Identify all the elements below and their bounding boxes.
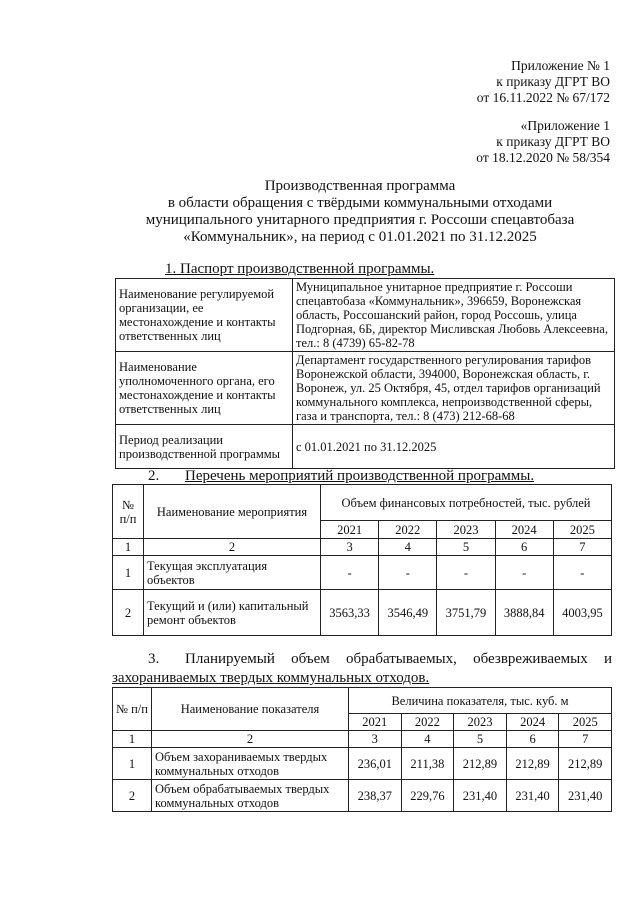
row-value: 236,01 [349, 748, 402, 780]
table-row [113, 590, 612, 636]
colnum-cell: 6 [495, 539, 553, 556]
row-no: 1 [113, 748, 152, 780]
title-line3: муниципального унитарного предприятия г. Россоши спецавтобаза [145, 212, 575, 228]
row-value: - [495, 556, 553, 590]
passport-label: Наименование регулируемой организации, ее местонахождение и контакты ответственных лиц [116, 279, 293, 352]
year-cell: 2024 [495, 521, 553, 539]
measures-table [112, 484, 612, 636]
row-value: 3563,33 [321, 590, 379, 636]
appendix-1-line2: к приказу ДГРТ ВО [496, 74, 610, 89]
row-value: 212,89 [559, 748, 612, 780]
row-value: - [437, 556, 495, 590]
header-name: Наименование показателя [152, 688, 349, 731]
section-3-heading-a: Планируемый объем обрабатываемых, обезвреживаемых и [185, 651, 612, 667]
colnum-cell: 3 [349, 731, 402, 748]
title-line2: в области обращения с твёрдыми коммунальными отходами [167, 195, 553, 211]
colnum-cell: 1 [113, 731, 152, 748]
colnum-cell: 4 [379, 539, 437, 556]
appendix-2-line3: от 18.12.2020 № 58/354 [476, 150, 610, 165]
colnum-cell: 1 [113, 539, 144, 556]
section-2-heading: Перечень мероприятий производственной программы. [185, 468, 535, 484]
row-value: 231,40 [454, 780, 507, 812]
section-3-heading-b: захораниваемых твердых коммунальных отходов. [112, 670, 430, 686]
year-cell: 2022 [401, 714, 454, 731]
year-cell: 2021 [321, 521, 379, 539]
appendix-1-block [477, 58, 610, 106]
table-row [113, 556, 612, 590]
row-name: Текущая эксплуатация объектов [144, 556, 321, 590]
appendix-2-line2: к приказу ДГРТ ВО [496, 134, 610, 149]
year-cell: 2023 [437, 521, 495, 539]
section-3-num: 3. [148, 651, 160, 667]
passport-label: Период реализации производственной программы [116, 425, 293, 469]
section-1-heading: 1. Паспорт производственной программы. [165, 261, 435, 277]
appendix-1-line3: от 16.11.2022 № 67/172 [476, 90, 610, 105]
year-cell: 2025 [559, 714, 612, 731]
passport-row [116, 425, 615, 469]
row-value: - [379, 556, 437, 590]
colnum-cell: 3 [321, 539, 379, 556]
row-value: 238,37 [349, 780, 402, 812]
row-name: Текущий и (или) капитальный ремонт объектов [144, 590, 321, 636]
row-value: 212,89 [454, 748, 507, 780]
header-no: № п/п [113, 485, 144, 539]
volume-table [112, 687, 612, 812]
passport-value: с 01.01.2021 по 31.12.2025 [293, 425, 615, 469]
title-line4: «Коммунальник», на период с 01.01.2021 по 31.12.2025 [183, 229, 537, 245]
header-group: Величина показателя, тыс. куб. м [349, 688, 612, 714]
table-row [113, 780, 612, 812]
colnum-cell: 5 [454, 731, 507, 748]
header-name: Наименование мероприятия [144, 485, 321, 539]
row-no: 2 [113, 590, 144, 636]
row-value: 229,76 [401, 780, 454, 812]
row-value: 231,40 [506, 780, 559, 812]
row-value: - [321, 556, 379, 590]
year-cell: 2025 [553, 521, 611, 539]
row-value: 231,40 [559, 780, 612, 812]
passport-value: Муниципальное унитарное предприятие г. Россоши спецавтобаза «Коммунальник», 396659, Воронежская область, Россошанский район, город Россошь, улица Подгорная, 6Б, директор Мисливская Любовь Алексеевна, тел.: 8 (4739) 65-82-78 [293, 279, 615, 352]
colnum-cell: 2 [152, 731, 349, 748]
colnum-cell: 4 [401, 731, 454, 748]
passport-row [116, 279, 615, 352]
year-cell: 2021 [349, 714, 402, 731]
row-value: - [553, 556, 611, 590]
row-name: Объем обрабатываемых твердых коммунальных отходов [152, 780, 349, 812]
section-2-num: 2. [148, 468, 160, 484]
program-title [60, 178, 640, 246]
colnum-cell: 6 [506, 731, 559, 748]
header-no: № п/п [113, 688, 152, 731]
row-value: 4003,95 [553, 590, 611, 636]
colnum-cell: 5 [437, 539, 495, 556]
row-value: 3546,49 [379, 590, 437, 636]
row-no: 2 [113, 780, 152, 812]
row-no: 1 [113, 556, 144, 590]
year-cell: 2024 [506, 714, 559, 731]
row-value: 212,89 [506, 748, 559, 780]
appendix-2-block [476, 118, 610, 166]
row-value: 3751,79 [437, 590, 495, 636]
row-name: Объем захораниваемых твердых коммунальных отходов [152, 748, 349, 780]
year-cell: 2023 [454, 714, 507, 731]
colnum-cell: 7 [559, 731, 612, 748]
row-value: 211,38 [401, 748, 454, 780]
year-cell: 2022 [379, 521, 437, 539]
title-line1: Производственная программа [264, 178, 456, 194]
appendix-1-line1: Приложение № 1 [511, 58, 610, 73]
passport-row [116, 352, 615, 425]
appendix-2-line1: «Приложение 1 [520, 118, 610, 133]
table-row [113, 748, 612, 780]
passport-label: Наименование уполномоченного органа, его местонахождение и контакты ответственных лиц [116, 352, 293, 425]
colnum-cell: 7 [553, 539, 611, 556]
colnum-cell: 2 [144, 539, 321, 556]
row-value: 3888,84 [495, 590, 553, 636]
passport-table [115, 278, 615, 469]
passport-value: Департамент государственного регулирования тарифов Воронежской области, 394000, Воронежская область, г. Воронеж, ул. 25 Октября, 45, отдел тарифов организаций коммунального комплекса, непроизводственной сферы, газа и транспорта, тел.: 8 (473) 212-68-68 [293, 352, 615, 425]
header-group: Объем финансовых потребностей, тыс. рублей [321, 485, 612, 521]
